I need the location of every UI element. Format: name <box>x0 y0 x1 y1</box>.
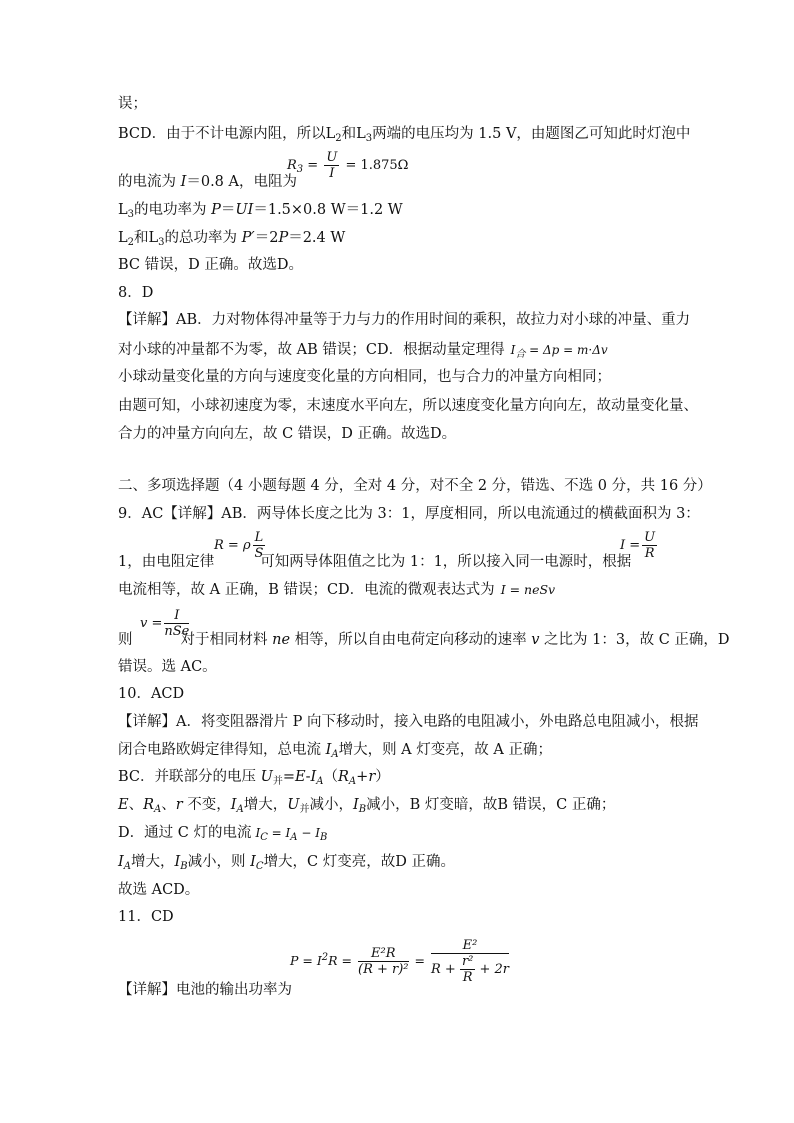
equation-velocity: v = $\frac{I}{\text{nSe}}$ <box>140 608 190 639</box>
text-line: 1，由电阻定律 可知两导体阻值之比为 1：1，所以接入同一电源时，根据 <box>118 554 632 570</box>
text-line: 【详解】AB．力对物体得冲量等于力与力的作用时间的乘积，故拉力对小球的冲量、重力 <box>118 312 691 328</box>
text-line: $L_2$和$L_3$的总功率为 P′＝2P＝2.4 W <box>118 230 346 248</box>
text-line: 合力的冲量方向向左，故 C 错误，D 正确。故选D。 <box>118 426 457 442</box>
text-line: $L_3$的电功率为 P＝UI＝1.5×0.8 W＝1.2 W <box>118 202 403 220</box>
text-line: 【详解】电池的输出功率为 <box>118 982 292 998</box>
equation-impulse: $I_合 = \Delta p = m\cdot\Delta v$ <box>510 343 608 360</box>
text-line: 则 对于相同材料 ne 相等，所以自由电荷定向移动的速率 v 之比为 1：3，故 C 正确，D <box>118 632 730 648</box>
question-number: 8．D <box>118 285 154 301</box>
equation-micro: I = neSv <box>500 582 556 597</box>
text-line: BC 错误，D 正确。故选D。 <box>118 257 303 273</box>
text-line: 由题可知，小球初速度为零，末速度水平向左，所以速度变化量方向向左，故动量变化量、 <box>118 398 698 414</box>
question-number: 10．ACD <box>118 686 185 702</box>
text-line: 对小球的冲量都不为零，故 AB 错误；CD．根据动量定理得 $I_合 = \Delta p = m\cdot\Delta v$ <box>118 342 608 360</box>
equation-current-c: $I_C = I_A - I_B$ <box>255 826 328 843</box>
text-line: 9．AC【详解】AB．两导体长度之比为 3：1，厚度相同，所以电流通过的横截面积为 3： <box>118 506 700 522</box>
equation-ohm: I = $\frac{U}{R}$ <box>620 530 656 561</box>
text-line: 误； <box>118 96 147 112</box>
equation-resistance-law: R = ρ $\frac{L}{S}$ <box>214 530 264 561</box>
text-line: 【详解】A．将变阻器滑片 P 向下移动时，接入电路的电阻减小，外电路总电阻减小，根据 <box>118 714 699 730</box>
text-line: E、$R_A$、r 不变，$I_A$增大，$U_并$减小，$I_B$减小，B 灯变暗，故B 错误，C 正确； <box>118 797 616 815</box>
text-line: 故选 ACD。 <box>118 882 200 898</box>
question-number: 11．CD <box>118 909 174 925</box>
text-line: 的电流为 I＝0.8 A，电阻为 <box>118 174 297 190</box>
text-line: D．通过 C 灯的电流 $I_C = I_A - I_B$ <box>118 825 328 843</box>
equation-r3: $R_3$ = $\frac{U}{I}$ = 1.875Ω <box>287 150 409 181</box>
text-line: 闭合电路欧姆定律得知，总电流 $I_A$增大，则 A 灯变亮，故 A 正确； <box>118 742 552 760</box>
section-heading: 二、多项选择题（4 小题每题 4 分，全对 4 分，对不全 2 分，错选、不选 0 分，共 16 分） <box>118 478 712 494</box>
text-line: 小球动量变化量的方向与速度变化量的方向相同，也与合力的冲量方向相同； <box>118 369 611 385</box>
text-line: 电流相等，故 A 正确，B 错误；CD．电流的微观表达式为 I = neSv <box>118 582 556 598</box>
text-line: $I_A$增大，$I_B$减小，则 $I_C$增大，C 灯变亮，故D 正确。 <box>118 854 455 872</box>
text-line: BC．并联部分的电压 $U_并=E-I_A(R_A+r)$ <box>118 769 390 787</box>
text-line: BCD．由于不计电源内阻，所以$L_2$和$L_3$两端的电压均为 1.5 V，由题图乙可知此时灯泡中 <box>118 126 691 144</box>
equation-output-power: $P = I^2R$ = $\frac{\text{E²R}}{\text{(R + r)²}}$ = E² R + $\frac{\text{r²}}{R}$ + 2r <box>290 938 510 985</box>
text-line: 错误。选 AC。 <box>118 659 217 675</box>
